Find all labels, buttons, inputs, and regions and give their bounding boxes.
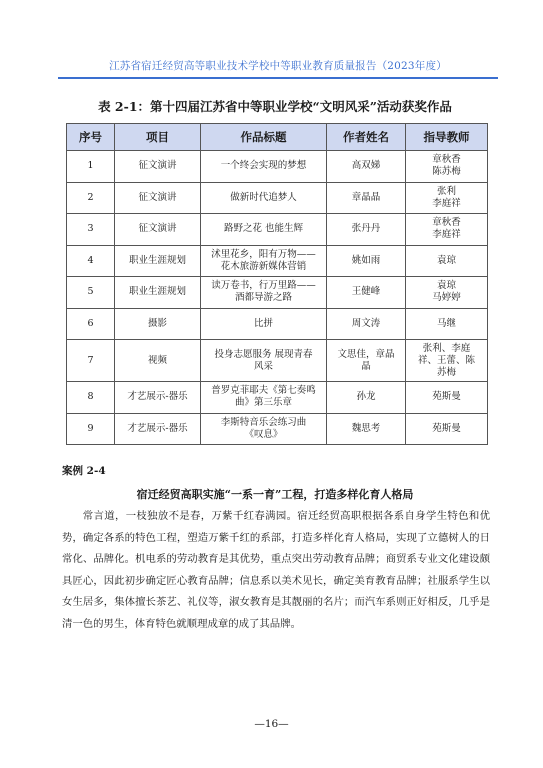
column-header-author: 作者姓名: [327, 124, 406, 151]
cell-work: 普罗克菲耶夫《第七奏鸣 曲》第三乐章: [201, 382, 327, 414]
cell-teacher: 张利 李庭祥: [406, 182, 488, 214]
cell-author: 文思佳，章晶 晶: [327, 340, 406, 382]
cell-category: 征文演讲: [115, 151, 201, 183]
cell-category: 摄影: [115, 308, 201, 340]
cell-work: 一个终会实现的梦想: [201, 151, 327, 183]
cell-work: 路野之花 也能生辉: [201, 214, 327, 246]
column-header-work: 作品标题: [201, 124, 327, 151]
report-header: 江苏省宿迁经贸高等职业技术学校中等职业教育质量报告（2023年度）: [109, 60, 447, 72]
case-title: 宿迁经贸高职实施“一系一育”工程，打造多样化育人格局: [136, 488, 414, 501]
cell-no: 3: [67, 214, 115, 246]
cell-work: 投身志愿服务 展现青春 风采: [201, 340, 327, 382]
cell-no: 9: [67, 413, 115, 445]
table-row: [67, 245, 488, 277]
table-row: [67, 214, 488, 246]
cell-no: 7: [67, 340, 115, 382]
cell-teacher: 袁琼: [406, 245, 488, 277]
column-header-no: 序号: [67, 124, 115, 151]
cell-category: 才艺展示-器乐: [115, 413, 201, 445]
cell-work: 沭里花乡，阳有万物—— 花木旅游新媒体营销: [201, 245, 327, 277]
cell-author: 孙龙: [327, 382, 406, 414]
table-body: [67, 151, 488, 445]
cell-author: 章晶晶: [327, 182, 406, 214]
cell-teacher: 苑斯曼: [406, 382, 488, 414]
cell-teacher: 张利、李庭 祥、王蕾、陈 苏梅: [406, 340, 488, 382]
cell-author: 姚如雨: [327, 245, 406, 277]
cell-teacher: 袁琼 马婷婷: [406, 277, 488, 309]
case-body: 常言道，一枝独放不是春，万紫千红春满园。宿迁经贸高职根据各系自身学生特色和优势，确定各系的特色工程，塑造万紫千红的系部，打造多样化育人格局，实现了立德树人的日常化、品牌化。机电系的劳动教育是其优势，重点突出劳动教育品牌；商贸系专业文化建设颇具匠心，因此初步确定匠心教育品牌；信息系以美术见长，确定美育教育品牌；社服系学生以女生居多，集体擅长茶艺、礼仪等，淑女教育是其靓丽的名片；而汽车系则正好相反，几乎是清一色的男生，体育特色就顺理成章的成了其品牌。: [62, 510, 490, 630]
table-row: [67, 182, 488, 214]
cell-no: 5: [67, 277, 115, 309]
table-row: [67, 382, 488, 414]
cell-work: 读万卷书，行万里路—— 酒都导游之路: [201, 277, 327, 309]
cell-no: 1: [67, 151, 115, 183]
cell-author: 高双娣: [327, 151, 406, 183]
cell-author: 魏思考: [327, 413, 406, 445]
column-header-teacher: 指导教师: [406, 124, 488, 151]
cell-teacher: 苑斯曼: [406, 413, 488, 445]
cell-no: 6: [67, 308, 115, 340]
cell-category: 职业生涯规划: [115, 277, 201, 309]
cell-no: 2: [67, 182, 115, 214]
case-label: 案例 2-4: [62, 465, 106, 477]
cell-category: 职业生涯规划: [115, 245, 201, 277]
cell-category: 才艺展示-器乐: [115, 382, 201, 414]
table-row: [67, 340, 488, 382]
cell-work: 比拼: [201, 308, 327, 340]
cell-work: 做新时代追梦人: [201, 182, 327, 214]
cell-author: 周文涛: [327, 308, 406, 340]
page-number: —16—: [254, 718, 289, 730]
table-row: [67, 151, 488, 183]
column-header-category: 项目: [115, 124, 201, 151]
cell-category: 征文演讲: [115, 182, 201, 214]
cell-author: 张丹丹: [327, 214, 406, 246]
cell-teacher: 章秋香 陈苏梅: [406, 151, 488, 183]
table-row: [67, 308, 488, 340]
cell-category: 征文演讲: [115, 214, 201, 246]
cell-category: 视频: [115, 340, 201, 382]
table-caption: 表 2-1：第十四届江苏省中等职业学校“文明风采”活动获奖作品: [98, 99, 452, 114]
table-row: [67, 413, 488, 445]
cell-teacher: 章秋香 李庭祥: [406, 214, 488, 246]
cell-work: 李斯特音乐会练习曲 《叹息》: [201, 413, 327, 445]
cell-teacher: 马继: [406, 308, 488, 340]
cell-no: 4: [67, 245, 115, 277]
table-row: [67, 277, 488, 309]
header-divider: [58, 77, 498, 79]
awards-table: [66, 123, 488, 445]
cell-no: 8: [67, 382, 115, 414]
table-header-row: [67, 124, 488, 151]
cell-author: 王健峰: [327, 277, 406, 309]
